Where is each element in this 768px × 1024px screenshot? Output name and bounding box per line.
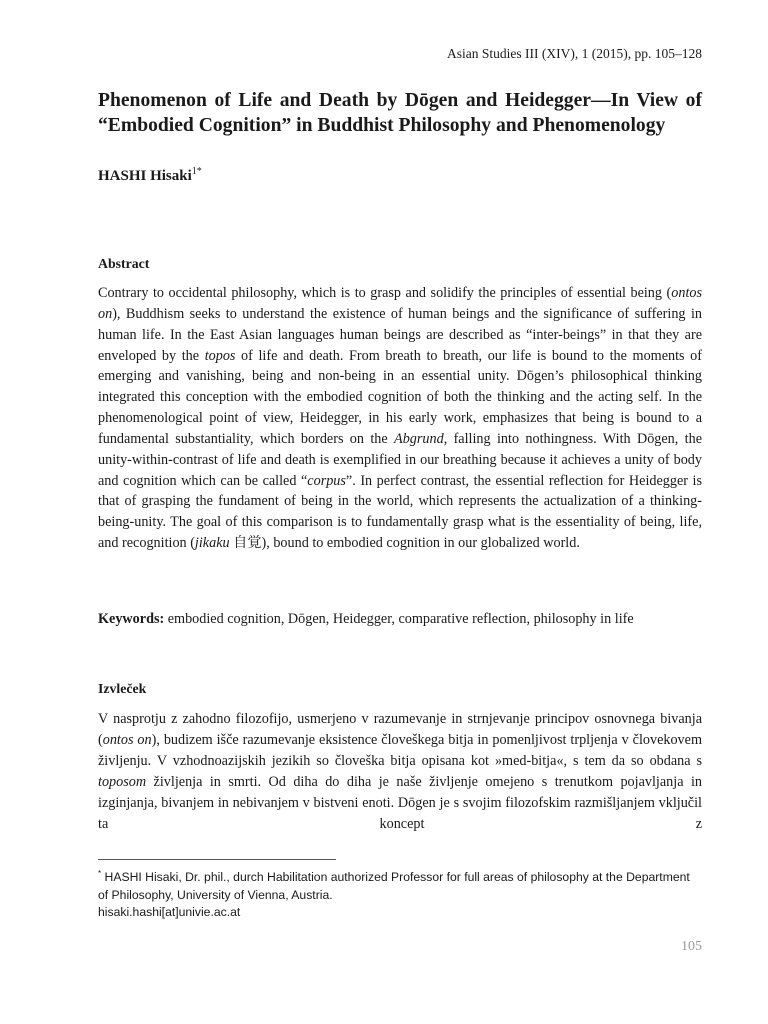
izvlecek-italic-toposom: toposom [98, 774, 147, 790]
izvlecek-text-1: V nasprotju z zahodno filozofijo, usmerjeno v razumevanje in strnjevanje principov osnovnega bivanja ( [98, 711, 702, 748]
abstract-italic-corpus: corpus [307, 472, 346, 489]
author-name-text: HASHI Hisaki [98, 168, 192, 184]
izvlecek-italic-ontos-on: ontos on [102, 732, 152, 748]
article-title: Phenomenon of Life and Death by Dōgen and Heidegger—In View of “Embodied Cognition” in Buddhist Philosophy and Phenomenology [98, 90, 702, 136]
abstract-body [98, 283, 702, 554]
abstract-text-4: , falling into nothingness. With Dōgen, the unity-within-contrast of life and death is exemplified in our breathing because it achieves a unity of body and cognition which can be called “ [98, 430, 703, 489]
abstract-text-1: Contrary to occidental philosophy, which is to grasp and solidify the principles of essential being ( [98, 285, 672, 301]
footnote-email[interactable]: hisaki.hashi[at]univie.ac.at [98, 905, 241, 919]
abstract-italic-topos: topos [204, 347, 236, 364]
abstract-italic-jikaku: jikaku [194, 535, 230, 552]
author-footnote-mark: 1* [191, 166, 202, 177]
abstract-text-3: of life and death. From breath to breath, our life is bound to the moments of emerging and vanishing, being and non-being in an essential unity. Dōgen’s philosophical thinking integrated this conception with the embodied cognition of both the thinking and the acting self. In the phenomenological point of view, Heidegger, in his early work, emphasizes that being is bound to a fundamental substantiality, which borders on the [98, 347, 702, 447]
abstract-text-5: ”. In perfect contrast, the essential reflection for Heidegger is that of grasping the fundament of being in the world, which represents the actualization of a thinking-being-unity. The goal of this comparison is to fundamentally grasp what is the essentiality of being, life, and recognition ( [98, 472, 702, 552]
abstract-italic-abgrund: Abgrund [394, 430, 444, 447]
footnote-divider [98, 859, 336, 860]
journal-reference: Asian Studies III (XIV), 1 (2015), pp. 105–128 [447, 46, 702, 61]
izvlecek-heading: Izvleček [98, 681, 147, 696]
footnote-mark: * [98, 868, 102, 878]
page-number: 105 [681, 939, 702, 954]
abstract-italic-ontos-on: ontos on [98, 285, 702, 322]
keywords-label: Keywords: [98, 611, 165, 627]
abstract-heading: Abstract [98, 256, 150, 271]
keywords-text: embodied cognition, Dōgen, Heidegger, comparative reflection, philosophy in life [164, 611, 634, 627]
footnote [98, 869, 702, 922]
izvlecek-body [98, 709, 702, 835]
footnote-text: HASHI Hisaki, Dr. phil., durch Habilitation authorized Professor for full areas of philosophy at the Department of Philosophy, University of Vienna, Austria. [98, 870, 690, 902]
keywords [98, 609, 702, 630]
abstract-text-2: ), Buddhism seeks to understand the existence of human beings and the significance of suffering in human life. In the East Asian languages human beings are described as “inter-beings” in that they are enveloped by the [98, 305, 702, 364]
izvlecek-text-2: ), budizem išče razumevanje eksistence človeškega bitja in pomenljivost trpljenja v človekovem življenju. V vzhodnoazijskih jezikih so človeška bitja opisana kot »med-bitja«, s tem da so obdana s [98, 732, 702, 769]
abstract-text-6: 自覚), bound to embodied cognition in our globalized world. [229, 535, 580, 552]
author-name [98, 168, 202, 185]
izvlecek-text-3: življenja in smrti. Od diha do diha je naše življenje omejeno s trenutkom pojavljanja in izginjanja, bivanjem in nebivanjem v bistveni enoti. Dōgen je s svojim filozofskim razmišljanjem vključil ta koncept z [98, 774, 702, 832]
